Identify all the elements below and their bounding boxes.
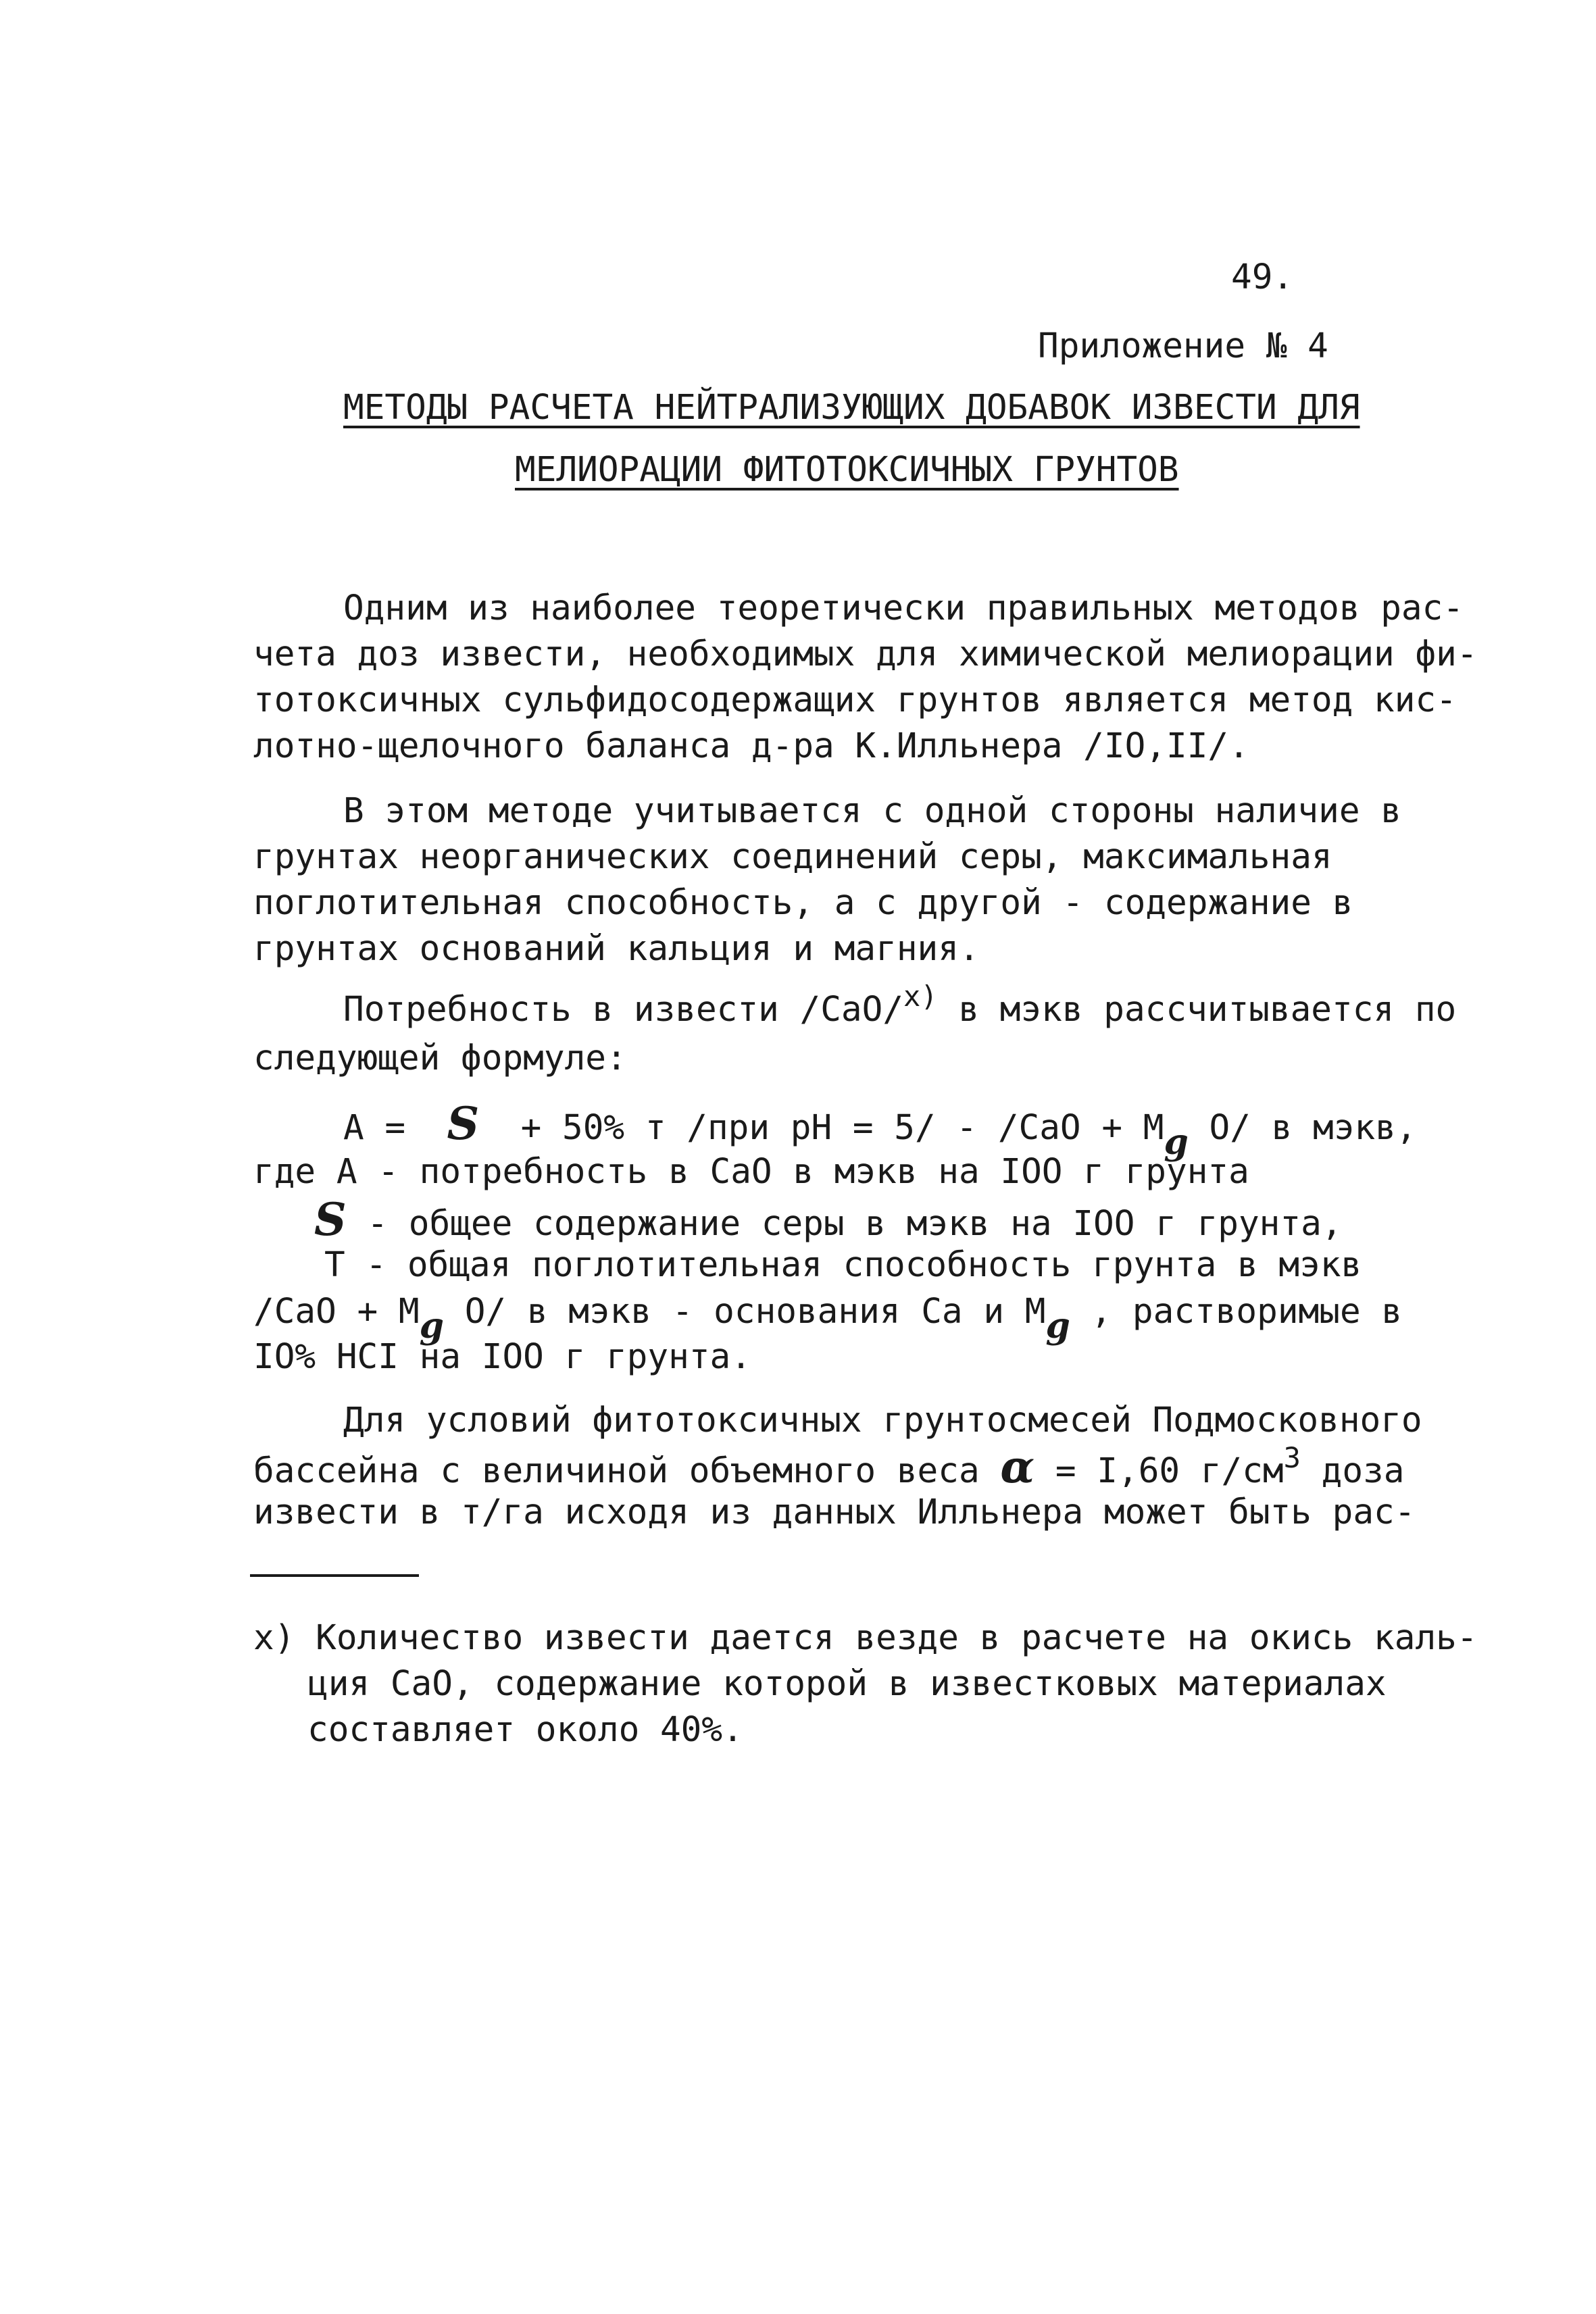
paragraph-4-line: извести в т/га исходя из данных Илльнера может быть рас- bbox=[253, 1492, 1416, 1532]
text-span: Потребность в извести /CaO/ bbox=[343, 990, 904, 1030]
magnesium-g: g bbox=[1164, 1122, 1189, 1163]
footnote-ref: x) bbox=[903, 980, 938, 1013]
definition-line bbox=[253, 1289, 1403, 1347]
definition-line bbox=[314, 1193, 1343, 1247]
text-span: A = bbox=[343, 1108, 447, 1148]
paragraph-2-line: поглотительная способность, а с другой - содержание в bbox=[253, 883, 1353, 923]
density-symbol: α bbox=[1000, 1440, 1035, 1493]
sulfur-symbol: S bbox=[447, 1097, 480, 1150]
text-span: + 50% т /при pH = 5/ - /CaO + M bbox=[479, 1108, 1164, 1148]
text-span: бассейна с величиной объемного веса bbox=[253, 1451, 1001, 1491]
footnote-line: составляет около 40%. bbox=[307, 1710, 743, 1750]
text-span: O/ в мэкв, bbox=[1188, 1108, 1417, 1148]
text-span: доза bbox=[1300, 1451, 1405, 1491]
paragraph-3-line bbox=[343, 980, 1457, 1034]
text-span: , растворимые в bbox=[1070, 1292, 1403, 1332]
superscript: 3 bbox=[1283, 1441, 1301, 1474]
sulfur-symbol: S bbox=[314, 1193, 347, 1246]
paragraph-1-line: лотно-щелочного баланса д-ра К.Илльнера /IO,II/. bbox=[253, 726, 1249, 766]
text-span: - общее содержание серы в мэкв на IOO г грунта, bbox=[346, 1204, 1343, 1244]
text-span: в мэкв рассчитывается по bbox=[937, 990, 1457, 1030]
definition-line: T - общая поглотительная способность грунта в мэкв bbox=[324, 1245, 1362, 1285]
paragraph-2-line: грунтах оснований кальция и магния. bbox=[253, 929, 980, 969]
page-number: 49. bbox=[1231, 257, 1294, 297]
paragraph-4-line: Для условий фитотоксичных грунтосмесей Подмосковного bbox=[343, 1401, 1422, 1440]
paragraph-2-line: грунтах неорганических соединений серы, максимальная bbox=[253, 837, 1332, 877]
paragraph-4-line bbox=[253, 1440, 1405, 1495]
paragraph-3-line: следующей формуле: bbox=[253, 1038, 627, 1078]
paragraph-2-line: В этом методе учитывается с одной стороны наличие в bbox=[343, 791, 1401, 831]
appendix-label: Приложение № 4 bbox=[1038, 326, 1328, 366]
text-span: O/ в мэкв - основания Ca и M bbox=[444, 1292, 1046, 1332]
definition-line: IO% HCI на IOO г грунта. bbox=[253, 1337, 751, 1377]
magnesium-g: g bbox=[419, 1305, 444, 1347]
definition-line: где A - потребность в CaO в мэкв на IOO г грунта bbox=[253, 1152, 1249, 1192]
magnesium-g: g bbox=[1045, 1305, 1070, 1347]
formula bbox=[343, 1097, 1417, 1163]
text-span: = I,60 г/см bbox=[1034, 1451, 1284, 1491]
paragraph-1-line: чета доз извести, необходимых для химической мелиорации фи- bbox=[253, 634, 1478, 674]
text-span: /CaO + M bbox=[253, 1292, 420, 1332]
paragraph-1-line: Одним из наиболее теоретически правильных методов рас- bbox=[343, 588, 1464, 628]
footnote-divider bbox=[250, 1574, 419, 1577]
footnote-line: x) Количество извести дается везде в расчете на окись каль- bbox=[253, 1618, 1478, 1658]
paragraph-1-line: тотоксичных сульфидосодержащих грунтов является метод кис- bbox=[253, 680, 1457, 720]
title-line-1: МЕТОДЫ РАСЧЕТА НЕЙТРАЛИЗУЮЩИХ ДОБАВОК ИЗВЕСТИ ДЛЯ bbox=[343, 388, 1360, 428]
footnote-line: ция CaO, содержание которой в известковых материалах bbox=[307, 1664, 1387, 1704]
title-line-2: МЕЛИОРАЦИИ ФИТОТОКСИЧНЫХ ГРУНТОВ bbox=[515, 450, 1179, 490]
